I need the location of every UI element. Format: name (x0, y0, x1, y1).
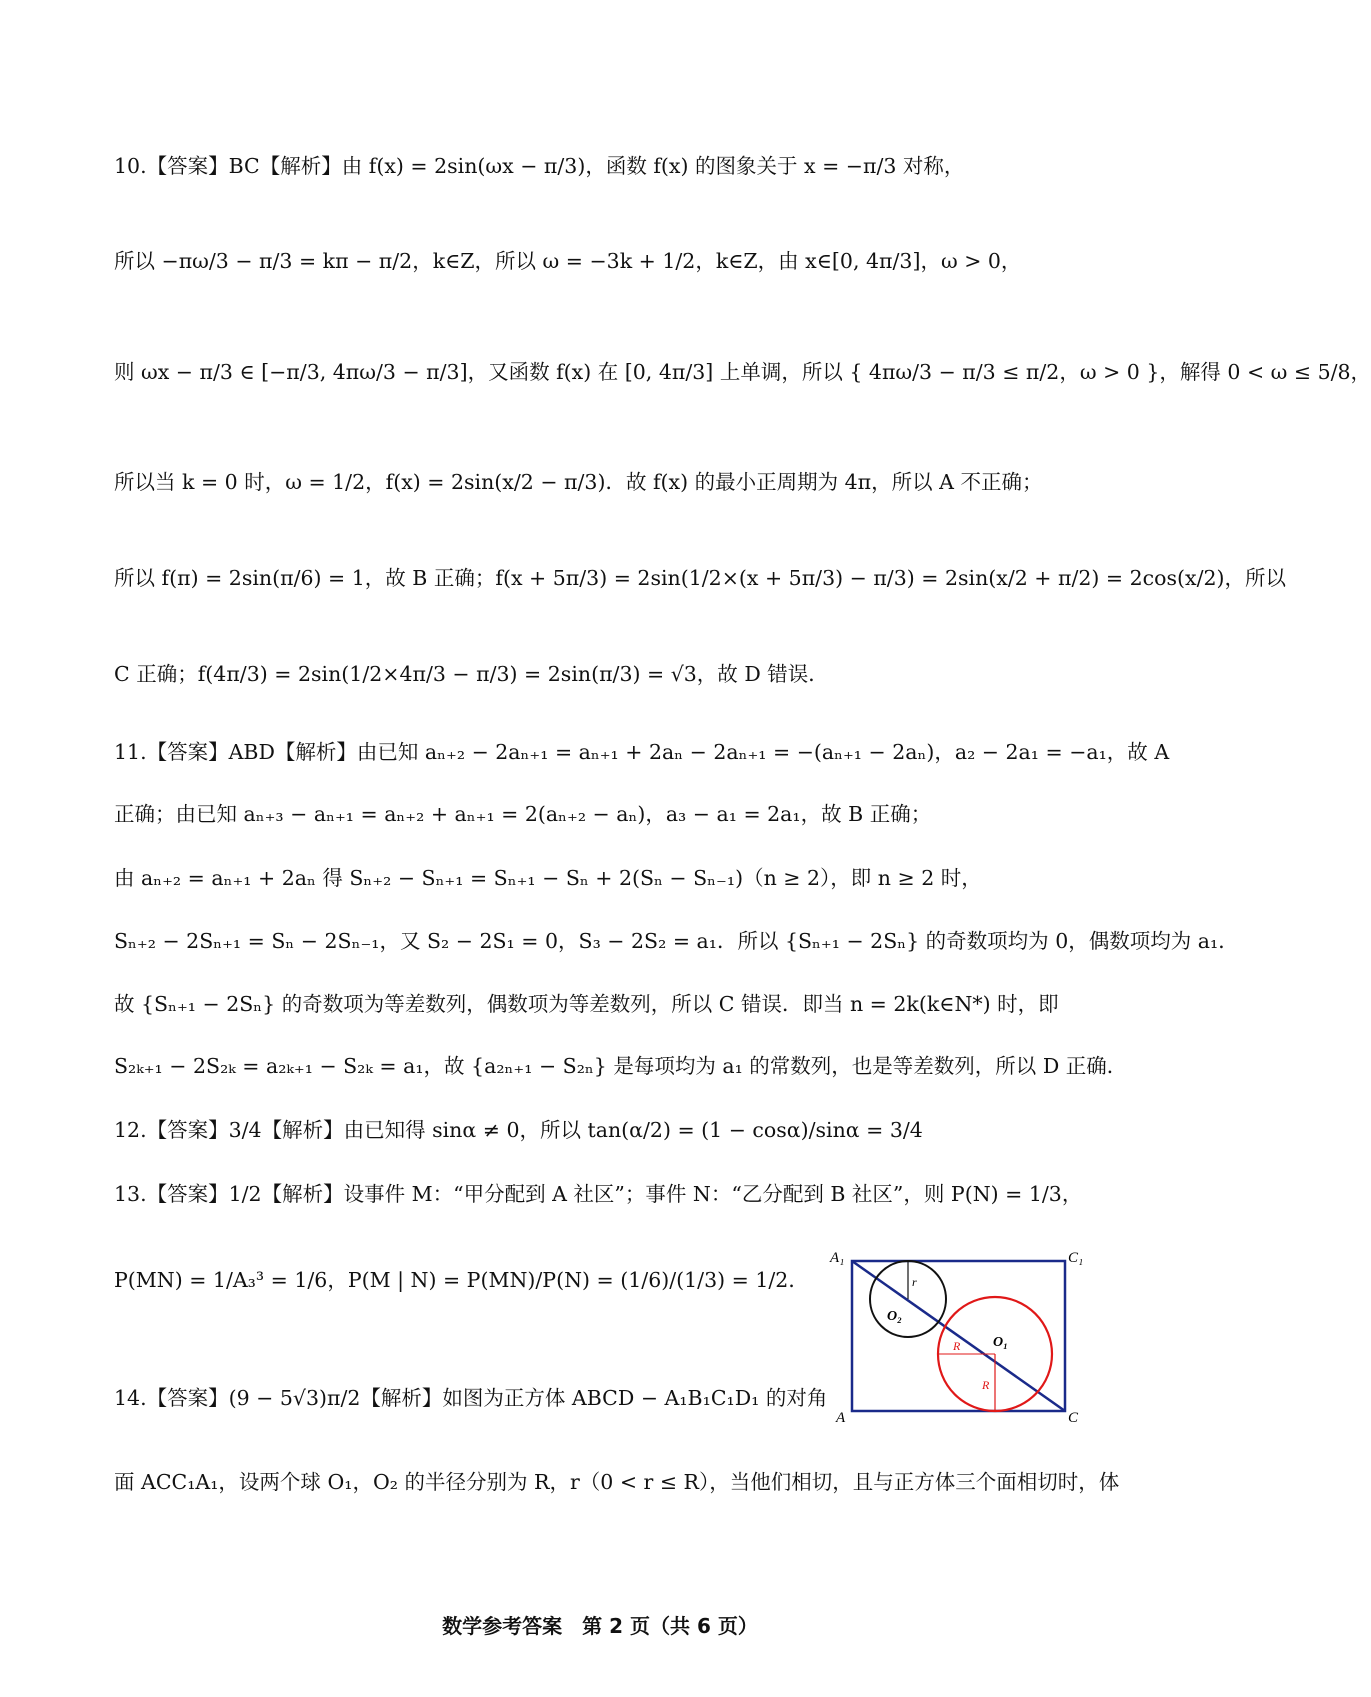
solution-line-5: 所以 f(π) = 2sin(π/6) = 1，故 B 正确；f(x + 5π/3) = 2sin(1/2×(x + 5π/3) − π/3) = 2sin(x/2 + π/2) = 2cos(x/2)，所以 (114, 566, 1287, 590)
solution-line-9: 由 aₙ₊₂ = aₙ₊₁ + 2aₙ 得 Sₙ₊₂ − Sₙ₊₁ = Sₙ₊₁ − Sₙ + 2(Sₙ − Sₙ₋₁)（n ≥ 2），即 n ≥ 2 时， (114, 866, 982, 890)
label-r-small: r (912, 1275, 917, 1289)
label-o2: O₂ (887, 1309, 902, 1324)
label-c1: C₁ (1068, 1250, 1084, 1266)
solution-line-11: 故 {Sₙ₊₁ − 2Sₙ} 的奇数项为等差数列，偶数项为等差数列，所以 C 错误．即当 n = 2k(k∈N*) 时，即 (114, 992, 1059, 1016)
page-footer: 数学参考答案 第 2 页（共 6 页） (442, 1614, 758, 1638)
label-a: A (836, 1410, 846, 1426)
solution-line-2: 所以 −πω/3 − π/3 = kπ − π/2，k∈Z，所以 ω = −3k + 1/2，k∈Z，由 x∈[0, 4π/3]，ω > 0， (114, 249, 1022, 273)
solution-line-7: 11.【答案】ABD【解析】由已知 aₙ₊₂ − 2aₙ₊₁ = aₙ₊₁ + 2aₙ − 2aₙ₊₁ = −(aₙ₊₁ − 2aₙ)，a₂ − 2a₁ = −a₁，故 A (114, 740, 1170, 764)
solution-line-17: 面 ACC₁A₁，设两个球 O₁，O₂ 的半径分别为 R，r（0 < r ≤ R），当他们相切，且与正方体三个面相切时，体 (114, 1470, 1120, 1494)
label-R-horizontal: R (953, 1339, 961, 1353)
solution-line-4: 所以当 k = 0 时，ω = 1/2，f(x) = 2sin(x/2 − π/3)．故 f(x) 的最小正周期为 4π，所以 A 不正确； (114, 470, 1043, 494)
solution-line-15: P(MN) = 1/A₃³ = 1/6，P(M | N) = P(MN)/P(N) = (1/6)/(1/3) = 1/2． (114, 1268, 809, 1292)
solution-line-1: 10.【答案】BC【解析】由 f(x) = 2sin(ωx − π/3)，函数 f(x) 的图象关于 x = −π/3 对称， (114, 154, 965, 178)
diagonal-a1-c (852, 1261, 1065, 1411)
solution-line-13: 12.【答案】3/4【解析】由已知得 sinα ≠ 0，所以 tan(α/2) = (1 − cosα)/sinα = 3/4 (114, 1118, 923, 1142)
label-o1: O₁ (993, 1335, 1008, 1350)
solution-line-14: 13.【答案】1/2【解析】设事件 M：“甲分配到 A 社区”；事件 N：“乙分配到 B 社区”，则 P(N) = 1/3， (114, 1182, 1083, 1206)
solution-line-6: C 正确；f(4π/3) = 2sin(1/2×4π/3 − π/3) = 2sin(π/3) = √3，故 D 错误． (114, 662, 829, 686)
cube-diagonal-section-figure (830, 1244, 1090, 1424)
label-a1: A₁ (830, 1250, 845, 1266)
label-R-vertical: R (982, 1378, 990, 1392)
solution-line-12: S₂ₖ₊₁ − 2S₂ₖ = a₂ₖ₊₁ − S₂ₖ = a₁，故 {a₂ₙ₊₁ − S₂ₙ} 是每项均为 a₁ 的常数列，也是等差数列，所以 D 正确． (114, 1054, 1128, 1078)
solution-line-3: 则 ωx − π/3 ∈ [−π/3, 4πω/3 − π/3]，又函数 f(x) 在 [0, 4π/3] 上单调，所以 { 4πω/3 − π/3 ≤ π/2，ω > 0 }，解得 0 < ω ≤ 5/8， (114, 360, 1371, 384)
label-c: C (1068, 1410, 1079, 1426)
solution-line-8: 正确；由已知 aₙ₊₃ − aₙ₊₁ = aₙ₊₂ + aₙ₊₁ = 2(aₙ₊₂ − aₙ)，a₃ − a₁ = 2a₁，故 B 正确； (114, 802, 932, 826)
solution-line-10: Sₙ₊₂ − 2Sₙ₊₁ = Sₙ − 2Sₙ₋₁，又 S₂ − 2S₁ = 0，S₃ − 2S₂ = a₁．所以 {Sₙ₊₁ − 2Sₙ} 的奇数项均为 0，偶数项均为 a₁． (114, 929, 1239, 953)
solution-line-16: 14.【答案】(9 − 5√3)π/2【解析】如图为正方体 ABCD − A₁B₁C₁D₁ 的对角 (114, 1386, 828, 1410)
